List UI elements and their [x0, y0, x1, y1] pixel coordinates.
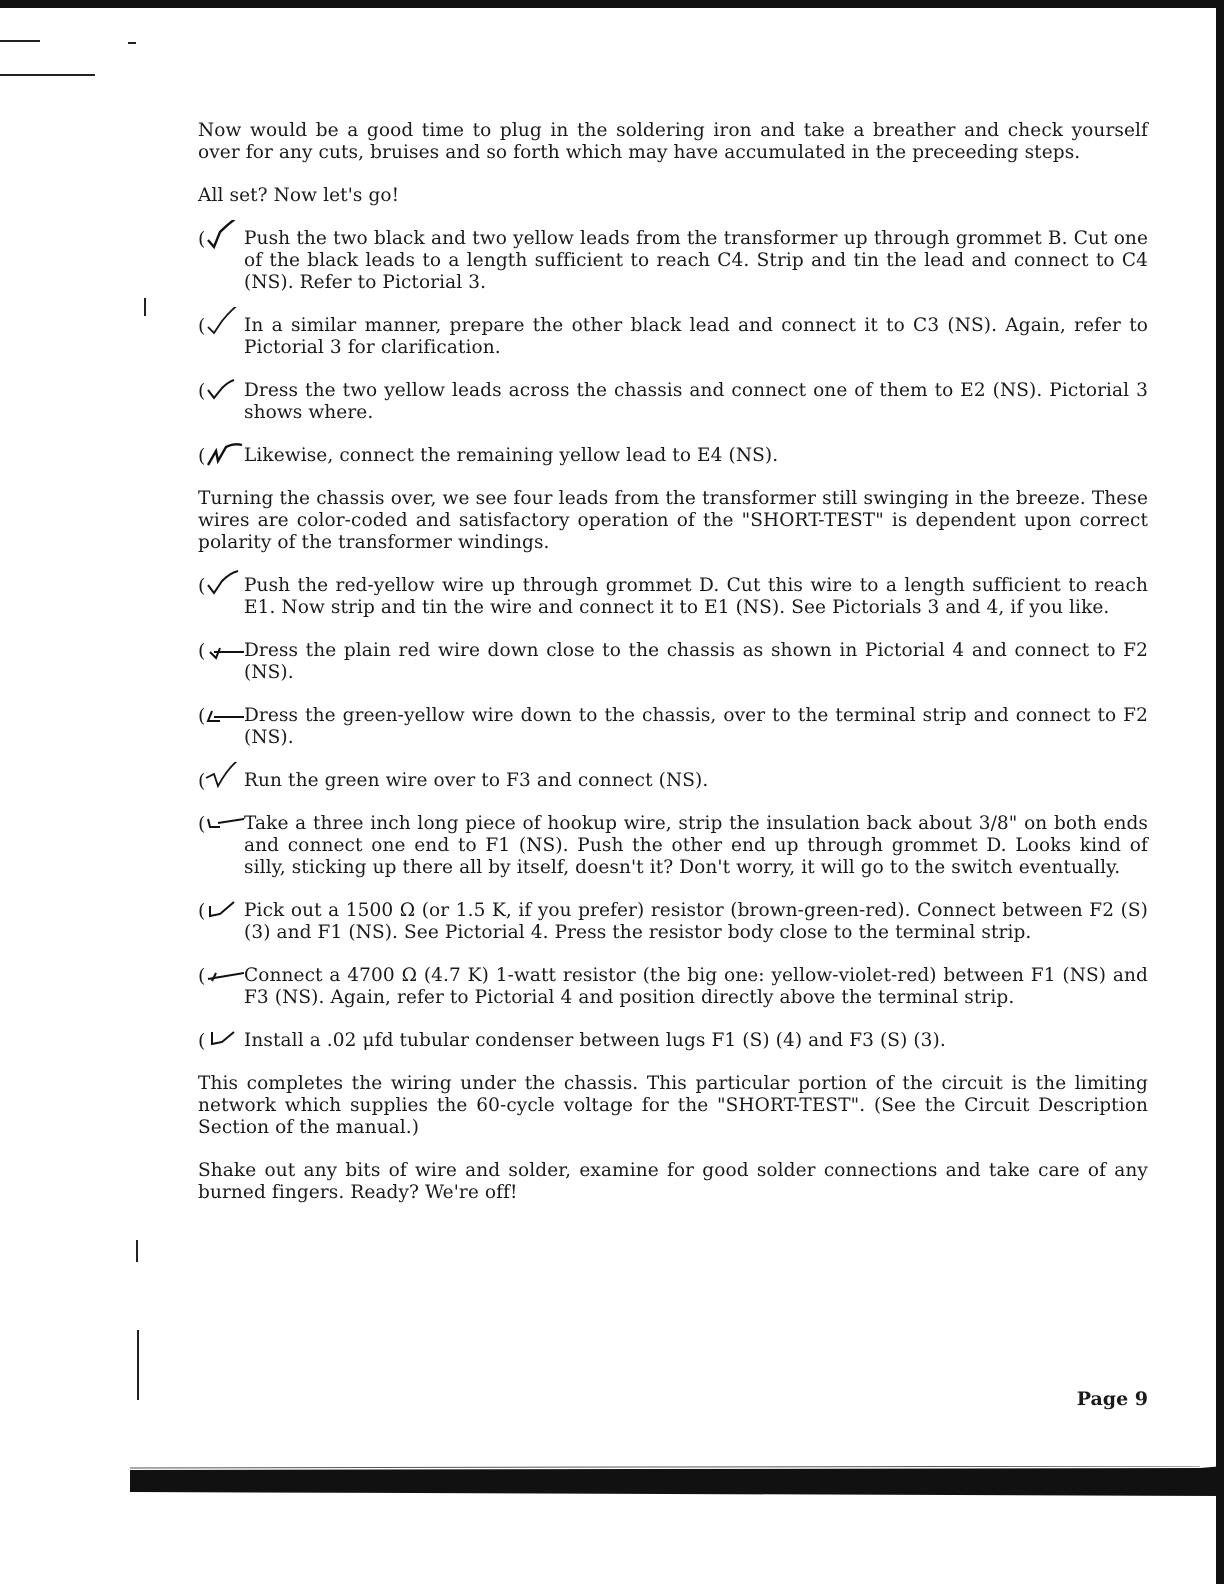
wiring-steps — [198, 575, 1148, 1052]
checkbox: ( — [198, 965, 242, 987]
step-text: Likewise, connect the remaining yellow lead to E4 (NS). — [244, 445, 779, 466]
step-text: Push the red-yellow wire up through grommet D. Cut this wire to a length sufficient to reach E1. Now strip and tin the wire and connect it to E1 (NS). See Pictorials 3 and 4, if you like. — [244, 575, 1148, 618]
step-item — [198, 315, 1148, 359]
checkbox: ( — [198, 228, 242, 250]
instruction-body — [198, 120, 1148, 1225]
checkbox: ( — [198, 315, 242, 337]
step-item — [198, 228, 1148, 294]
step-item — [198, 965, 1148, 1009]
step-item — [198, 1030, 1148, 1052]
step-text: Dress the two yellow leads across the chassis and connect one of them to E2 (NS). Pictorial 3 shows where. — [244, 380, 1148, 423]
step-item — [198, 445, 1148, 467]
check-mark-icon — [204, 697, 244, 727]
step-text: Run the green wire over to F3 and connect (NS). — [244, 770, 709, 791]
shake-paragraph: Shake out any bits of wire and solder, examine for good solder connections and take care of any burned fingers. Ready? We're off! — [198, 1160, 1148, 1203]
step-item — [198, 640, 1148, 684]
step-item — [198, 900, 1148, 944]
scan-top-border — [0, 0, 1224, 8]
step-item — [198, 380, 1148, 424]
scan-margin-mark — [144, 298, 146, 316]
check-mark-icon — [204, 220, 244, 250]
checkbox: ( — [198, 380, 242, 402]
checkbox: ( — [198, 770, 242, 792]
step-text: Take a three inch long piece of hookup wire, strip the insulation back about 3/8" on both ends and connect one end to F1 (NS). Push the other end up through grommet D. Looks kind of silly, sticking up there all by itself, doesn't it? Don't worry, it will go to the switch eventually. — [244, 813, 1148, 878]
check-mark-icon — [204, 307, 244, 337]
check-mark-icon — [204, 892, 244, 922]
scan-bottom-border — [0, 1466, 1224, 1496]
page-number: Page 9 — [1076, 1388, 1148, 1410]
checkbox: ( — [198, 1030, 242, 1052]
scan-margin-mark — [137, 1330, 139, 1400]
step-item — [198, 770, 1148, 792]
check-mark-icon — [204, 372, 244, 402]
check-mark-icon — [204, 567, 244, 597]
check-mark-icon — [204, 1022, 244, 1052]
all-set-line: All set? Now let's go! — [198, 185, 400, 206]
checkbox: ( — [198, 705, 242, 727]
scan-margin-mark — [128, 42, 136, 44]
scan-right-border — [1216, 0, 1224, 1584]
check-mark-icon — [204, 957, 244, 987]
step-text: Dress the green-yellow wire down to the chassis, over to the terminal strip and connect to F2 (NS). — [244, 705, 1148, 748]
scan-margin-mark — [136, 1240, 138, 1262]
checkbox: ( — [198, 575, 242, 597]
completes-paragraph: This completes the wiring under the chassis. This particular portion of the circuit is the limiting network which supplies the 60-cycle voltage for the "SHORT-TEST". (See the Circuit Description Section of the manual.) — [198, 1073, 1148, 1138]
checkbox: ( — [198, 640, 242, 662]
step-text: Pick out a 1500 Ω (or 1.5 K, if you prefer) resistor (brown-green-red). Connect between F2 (S) (3) and F1 (NS). See Pictorial 4. Press the resistor body close to the terminal strip. — [244, 900, 1148, 943]
check-mark-icon — [204, 762, 244, 792]
intro-paragraph: Now would be a good time to plug in the soldering iron and take a breather and check yourself over for any cuts, bruises and so forth which may have accumulated in the preceeding steps. — [198, 120, 1148, 163]
checkbox: ( — [198, 900, 242, 922]
checkbox: ( — [198, 813, 242, 835]
transformer-steps — [198, 228, 1148, 467]
step-text: Push the two black and two yellow leads from the transformer up through grommet B. Cut one of the black leads to a length sufficient to reach C4. Strip and tin the lead and connect to C4 (NS). Refer to Pictorial 3. — [244, 228, 1148, 293]
checkbox: ( — [198, 445, 242, 467]
step-text: Install a .02 μfd tubular condenser between lugs F1 (S) (4) and F3 (S) (3). — [244, 1030, 946, 1051]
step-text: Connect a 4700 Ω (4.7 K) 1-watt resistor (the big one: yellow-violet-red) between F1 (NS) and F3 (NS). Again, refer to Pictorial 4 and position directly above the terminal strip. — [244, 965, 1148, 1008]
step-text: In a similar manner, prepare the other black lead and connect it to C3 (NS). Again, refer to Pictorial 3 for clarification. — [244, 315, 1148, 358]
check-mark-icon — [204, 632, 244, 662]
step-item — [198, 705, 1148, 749]
check-mark-icon — [204, 437, 244, 467]
step-item — [198, 813, 1148, 879]
step-text: Dress the plain red wire down close to the chassis as shown in Pictorial 4 and connect to F2 (NS). — [244, 640, 1148, 683]
turning-paragraph: Turning the chassis over, we see four leads from the transformer still swinging in the breeze. These wires are color-coded and satisfactory operation of the "SHORT-TEST" is dependent upon correct polarity of the transformer windings. — [198, 488, 1148, 553]
scan-margin-mark — [0, 40, 40, 42]
scan-margin-mark — [0, 74, 95, 76]
check-mark-icon — [204, 805, 244, 835]
step-item — [198, 575, 1148, 619]
